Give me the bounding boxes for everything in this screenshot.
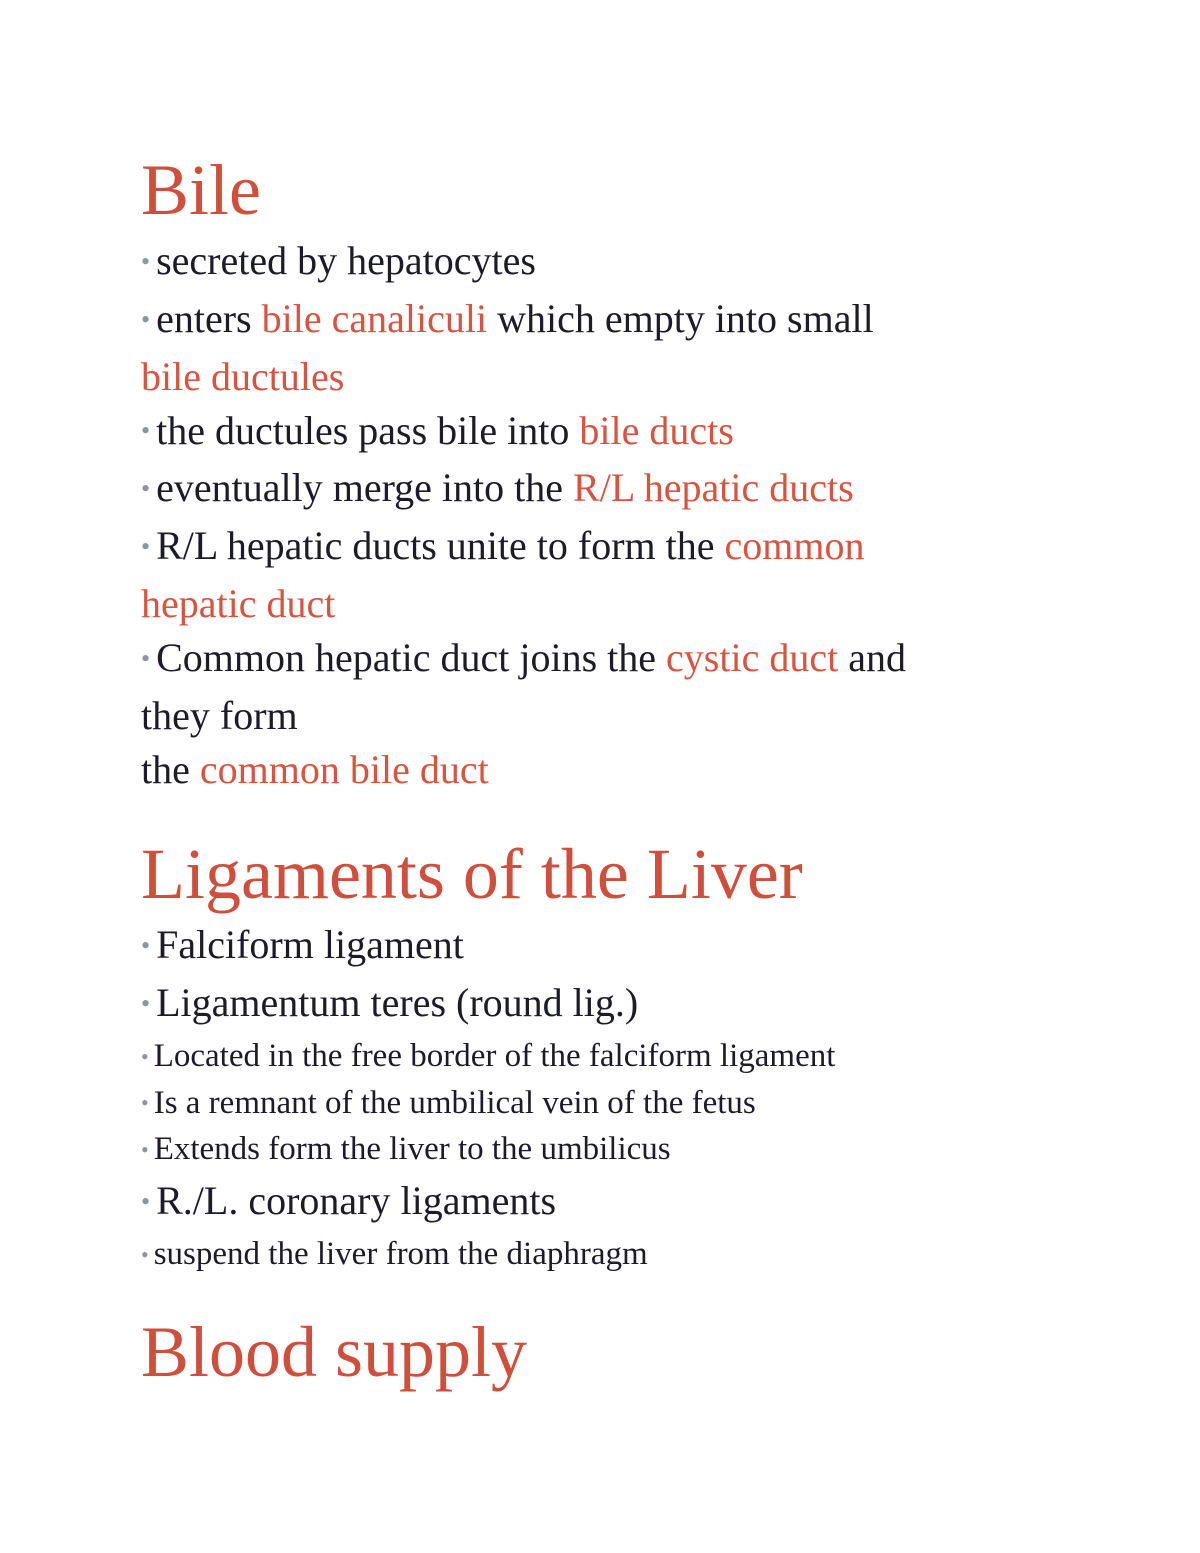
bile-line-2: • enters bile canaliculi which empty into small	[141, 292, 1141, 350]
bile-line-10: the common bile duct	[141, 746, 489, 792]
bile-line-5: • eventually merge into the R/L hepatic ducts	[141, 461, 1141, 519]
term-common: common	[724, 523, 865, 569]
lig-line-3: • Located in the free border of the falciform ligament	[141, 1034, 1141, 1081]
bullet-icon: •	[141, 1090, 149, 1116]
lig-line-5: • Extends form the liver to the umbilicus	[141, 1127, 1141, 1174]
bile-line-8: • Common hepatic duct joins the cystic duct and	[141, 631, 1141, 689]
bullet-icon: •	[141, 246, 151, 276]
bullet-icon: •	[141, 416, 151, 446]
term-rl-hepatic-ducts: R/L hepatic ducts	[573, 465, 854, 511]
section-ligaments	[141, 834, 1141, 914]
term-bile-ductules: bile ductules	[141, 353, 345, 399]
bullet-icon: •	[141, 1137, 149, 1163]
lig-line-4: • Is a remnant of the umbilical vein of the fetus	[141, 1081, 1141, 1128]
bullet-icon: •	[141, 1187, 151, 1217]
bullet-icon: •	[141, 643, 151, 673]
bullet-icon: •	[141, 1242, 149, 1268]
bile-line-7	[141, 577, 1141, 631]
section-bile	[141, 150, 1141, 230]
bile-line-4: • the ductules pass bile into bile ducts	[141, 404, 1141, 462]
heading-bile: Bile	[141, 150, 261, 230]
term-bile-canaliculi: bile canaliculi	[261, 295, 488, 341]
ligaments-content	[141, 918, 1141, 1279]
term-hepatic-duct: hepatic duct	[141, 581, 336, 627]
bullet-icon: •	[141, 930, 151, 960]
section-blood-supply	[141, 1312, 1141, 1392]
lig-line-7: • suspend the liver from the diaphragm	[141, 1232, 1141, 1279]
heading-ligaments: Ligaments of the Liver	[141, 834, 803, 914]
bile-line-6: • R/L hepatic ducts unite to form the common	[141, 519, 1141, 577]
bile-content	[141, 234, 1141, 797]
lig-line-6: • R./L. coronary ligaments	[141, 1174, 1141, 1232]
bile-line-9: they form	[141, 692, 298, 738]
heading-blood-supply: Blood supply	[141, 1312, 528, 1392]
term-bile-ducts: bile ducts	[579, 407, 734, 453]
lig-line-1: • Falciform ligament	[141, 918, 1141, 976]
term-common-bile-duct: common bile duct	[199, 746, 489, 792]
bile-line-1: • secreted by hepatocytes	[141, 234, 1141, 292]
bile-line-3	[141, 350, 1141, 404]
bullet-icon: •	[141, 474, 151, 504]
bullet-icon: •	[141, 988, 151, 1018]
bullet-icon: •	[141, 532, 151, 562]
bullet-icon: •	[141, 1043, 149, 1069]
term-cystic-duct: cystic duct	[666, 635, 839, 681]
lig-line-2: • Ligamentum teres (round lig.)	[141, 976, 1141, 1034]
bullet-icon: •	[141, 304, 151, 334]
